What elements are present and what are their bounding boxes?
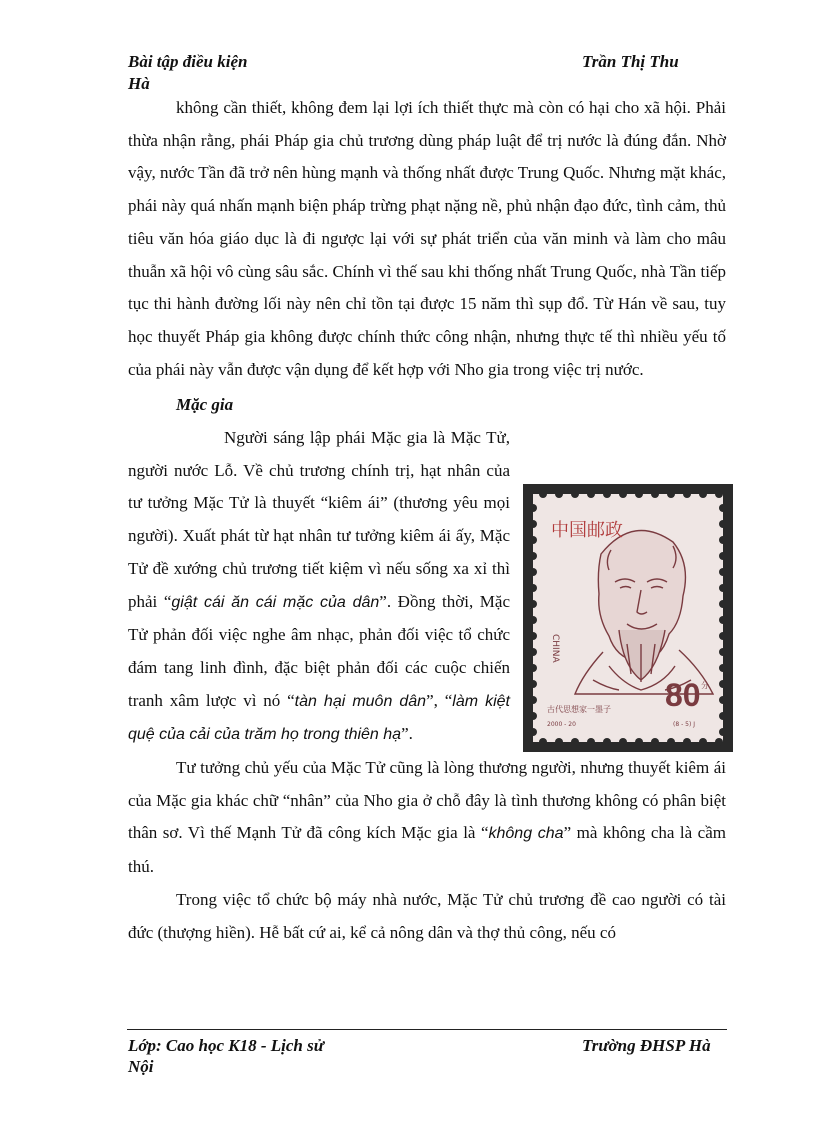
- paragraph-to-chuc: Trong việc tổ chức bộ máy nhà nước, Mặc Tử chủ trương đề cao người có tài đức (thượng hiền). Hễ bất cứ ai, kể cả nông dân và thợ thủ công, nếu có: [128, 889, 726, 942]
- paragraph-phap-gia: không cần thiết, không đem lại lợi ích thiết thực mà còn có hại cho xã hội. Phải thừa nhận rằng, phái Pháp gia chủ trương dùng pháp luật để trị nước là đúng đắn. Nhờ vậy, nước Tần đã trở nên hùng mạnh và thống nhất được Trung Quốc. Nhưng mặt khác, phái này quá nhấn mạnh biện pháp trừng phạt nặng nề, phủ nhận đạo đức, tình cảm, thủ tiêu văn hóa giáo dục là đi ngược lại với sự phát triển của văn minh và làm cho mâu thuẫn xã hội vô cùng sâu sắc. Chính vì thế sau khi thống nhất Trung Quốc, nhà Tần tiếp tục thi hành đường lối này nên chỉ tồn tại được 15 năm thì sụp đổ. Từ Hán về sau, tuy học thuyết Pháp gia không được chính thức công nhận, nhưng thực tế thì nhiều yếu tố của phái này vẫn được vận dụng để kết hợp với Nho gia trong việc trị nước.: [128, 98, 726, 379]
- section-heading: [128, 389, 726, 422]
- stamp-country-en: CHINA: [550, 634, 560, 663]
- paragraph-mac-gia-part1: Người sáng lập phái Mặc gia là Mặc Tử, người nước Lỗ. Về chủ trương chính trị, hạt nhân của tư tưởng Mặc Tử là thuyết “kiêm ái” (thương yêu mọi người). Xuất phát từ hạt nhân tư tưởng kiêm ái ấy, Mặc Tử đề xướng chủ trương tiết kiệm vì nếu sống xa xỉ thì phải “: [128, 428, 510, 611]
- mozi-stamp-image: [523, 484, 733, 752]
- paragraph-mac-gia-part4: ”.: [401, 724, 413, 744]
- quote-lam-kiet-que: làm kiệt quệ của cải của trăm họ trong thiên hạ: [128, 692, 510, 744]
- stamp-unit: 分: [701, 681, 709, 690]
- stamp-value: 80: [665, 677, 701, 713]
- footer-left-line2: Nội: [128, 1057, 154, 1076]
- paragraph-mac-gia-part3: ”, “: [426, 690, 453, 710]
- footer-rule: [127, 1029, 727, 1030]
- header-left-line2: Hà: [128, 74, 150, 93]
- stamp-country-cn: 中国邮政: [551, 520, 623, 541]
- footer-left-line1: Lớp: Cao học K18 - Lịch sử: [128, 1036, 324, 1055]
- paragraph-kiem-ai-part1: Tư tưởng chủ yếu của Mặc Tử cũng là lòng thương người, nhưng thuyết kiêm ái của Mặc gia khác chữ “nhân” của Nho gia ở chỗ đây là tình thương không có phân biệt thân sơ. Vì thế Mạnh Tử đã công kích Mặc gia là “: [128, 758, 726, 843]
- stamp-graphic: [523, 484, 733, 752]
- header-left-line1: Bài tập điều kiện: [128, 52, 248, 71]
- header-right: Trần Thị Thu: [582, 52, 679, 71]
- quote-giat-cai-an: giật cái ăn cái mặc của dân: [171, 593, 380, 611]
- stamp-code-right: (8 - 5) J: [673, 721, 695, 728]
- quote-khong-cha: không cha: [488, 825, 564, 843]
- paragraph-mac-gia-part2: ”. Đồng thời, Mặc Tử phản đối việc nghe âm nhạc, phản đối việc tổ chức đám tang linh đình, đặc biệt phản đối các cuộc chiến tranh xâm lược vì nó “: [128, 591, 511, 710]
- stamp-caption: 古代思想家一墨子: [547, 705, 611, 714]
- section-title: Mặc gia: [176, 395, 234, 415]
- quote-tan-hai: tàn hại muôn dân: [294, 692, 427, 710]
- footer-right: Trường ĐHSP Hà: [582, 1036, 711, 1055]
- wrap-column: [128, 422, 510, 752]
- paragraph-kiem-ai-part2: ” mà không cha là cầm thú.: [128, 823, 726, 877]
- paragraph-kiem-ai: [128, 752, 726, 884]
- stamp-code-left: 2000 - 20: [547, 721, 576, 728]
